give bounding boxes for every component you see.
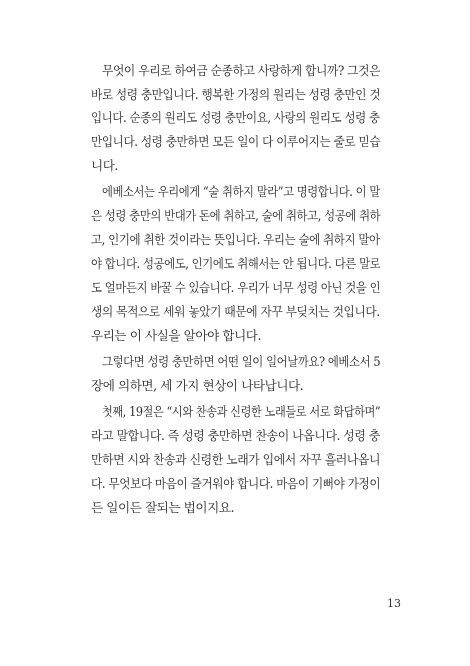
text-line: 니다.: [91, 158, 118, 173]
text-line: 그렇다면 성령 충만하면 어떤 일이 일어날까요? 에베소서 5: [102, 354, 381, 369]
text-line: 다. 무엇보다 마음이 즐거워야 합니다. 마음이 기뻐야 가정이: [91, 476, 381, 491]
text-line: 야 합니다. 성공에도, 인기에도 취해서는 안 됩니다. 다른 말로: [91, 256, 381, 271]
page-number: 13: [387, 597, 401, 610]
text-line: 만입니다. 성령 충만하면 모든 일이 다 이루어지는 줄로 믿습: [91, 134, 381, 149]
text-line: 고, 인기에 취한 것이라는 뜻입니다. 우리는 술에 취하지 말아: [91, 232, 380, 247]
text-line: 은 성령 충만의 반대가 돈에 취하고, 술에 취하고, 성공에 취하: [91, 208, 381, 223]
text-line: 라고 말합니다. 즉 성령 충만하면 찬송이 나옵니다. 성령 충: [91, 428, 380, 443]
text-line: 도 얼마든지 바꿀 수 있습니다. 우리가 너무 성령 아닌 것을 인: [91, 280, 381, 295]
text-line: 입니다. 순종의 원리도 성령 충만이요, 사랑의 원리도 성령 충: [91, 110, 380, 125]
text-line: 첫째, 19절은 “시와 찬송과 신령한 노래들로 서로 화답하며”: [102, 404, 381, 419]
text-line: 우리는 이 사실을 알아야 합니다.: [91, 328, 262, 343]
text-line: 에베소서는 우리에게 “술 취하지 말라”고 명령합니다. 이 말: [102, 184, 380, 199]
text-line: 무엇이 우리로 하여금 순종하고 사랑하게 합니까? 그것은: [102, 63, 381, 78]
text-line: 장에 의하면, 세 가지 현상이 나타납니다.: [91, 378, 304, 393]
text-line: 든 일이든 잘되는 법이지요.: [91, 500, 235, 515]
text-line: 만하면 시와 찬송과 신령한 노래가 입에서 자꾸 흘러나옵니: [91, 452, 381, 467]
text-line: 생의 목적으로 세워 놓았기 때문에 자꾸 부딪치는 것입니다.: [91, 304, 380, 319]
text-line: 바로 성령 충만입니다. 행복한 가정의 원리는 성령 충만인 것: [91, 87, 381, 102]
